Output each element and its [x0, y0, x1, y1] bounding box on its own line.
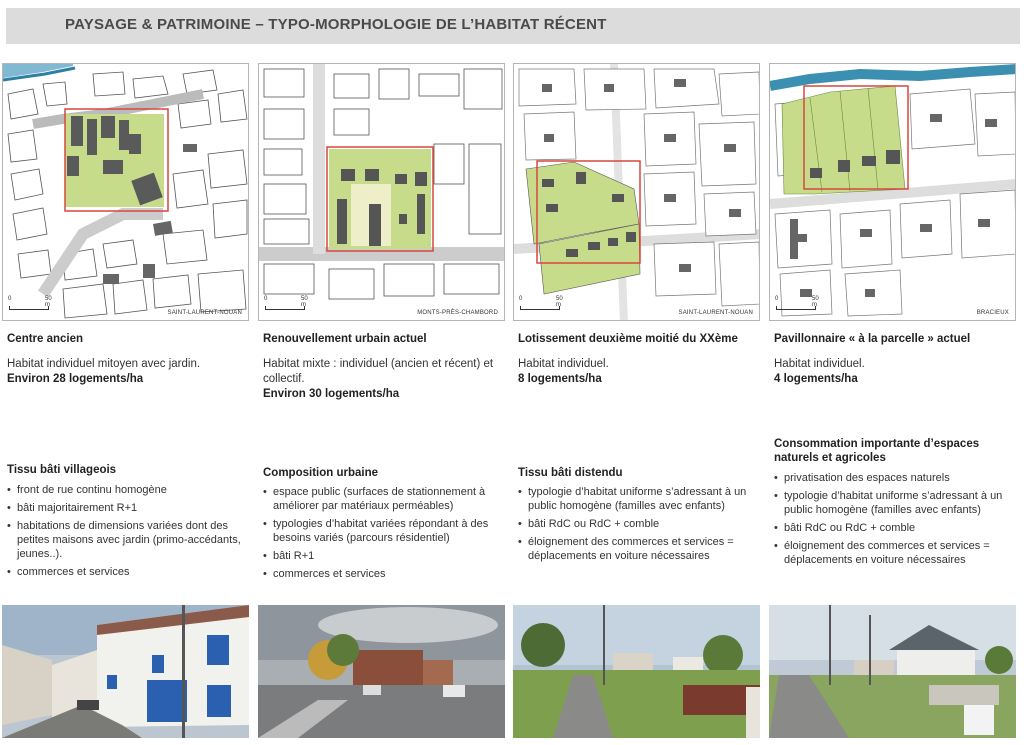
scale-end-label: 50 m	[301, 296, 308, 308]
column-description	[518, 357, 760, 387]
column-description	[774, 357, 1016, 387]
map-place-label: BRACIEUX	[976, 310, 1009, 316]
street-photo	[258, 605, 505, 738]
street-photo	[2, 605, 249, 738]
density-text: Environ 28 logements/ha	[7, 373, 144, 385]
bullet-list	[7, 483, 249, 583]
list-item: • bâti RdC ou RdC + comble	[774, 521, 1016, 535]
description-text: Habitat individuel mitoyen avec jardin.	[7, 358, 201, 370]
column-description	[263, 357, 505, 402]
list-item: • privatisation des espaces naturels	[774, 471, 1016, 485]
column-centre-ancien	[2, 0, 249, 745]
section-title: Tissu bâti villageois	[7, 464, 117, 476]
column-description	[7, 357, 249, 387]
density-text: Environ 30 logements/ha	[263, 388, 400, 400]
map-drawing	[259, 64, 505, 321]
list-item: • bâti majoritairement R+1	[7, 501, 249, 515]
list-item: • front de rue continu homogène	[7, 483, 249, 497]
map-lotissement	[513, 63, 760, 321]
list-item: • commerces et services	[263, 567, 505, 581]
scale-end-label: 50 m	[556, 296, 563, 308]
list-item: • éloignement des commerces et services = déplacements en voiture nécessaires	[518, 535, 760, 563]
description-text: Habitat individuel.	[518, 358, 609, 370]
bullet-list	[518, 485, 760, 567]
density-text: 4 logements/ha	[774, 373, 858, 385]
density-text: 8 logements/ha	[518, 373, 602, 385]
list-item: • typologie d’habitat uniforme s’adressant à un public homogène (familles avec enfants)	[518, 485, 760, 513]
description-text: Habitat mixte : individuel (ancien et récent) et collectif.	[263, 358, 494, 385]
column-title: Pavillonnaire « à la parcelle » actuel	[774, 333, 971, 345]
map-place-label: MONTS-PRÈS-CHAMBORD	[417, 310, 498, 316]
list-item: • typologie d’habitat uniforme s’adressant à un public homogène (familles avec enfants)	[774, 489, 1016, 517]
map-place-label: SAINT-LAURENT-NOUAN	[678, 310, 753, 316]
list-item: • espace public (surfaces de stationnement à améliorer par matériaux perméables)	[263, 485, 505, 513]
column-title: Renouvellement urbain actuel	[263, 333, 427, 345]
column-pavillonnaire	[769, 0, 1016, 745]
map-scale	[520, 298, 566, 314]
list-item: • typologies d’habitat variées répondant à des besoins variés (parcours résidentiel)	[263, 517, 505, 545]
list-item: • bâti R+1	[263, 549, 505, 563]
description-text: Habitat individuel.	[774, 358, 865, 370]
list-item: • éloignement des commerces et services = déplacements en voiture nécessaires	[774, 539, 1016, 567]
column-lotissement	[513, 0, 760, 745]
column-title: Centre ancien	[7, 333, 84, 345]
map-scale	[265, 298, 311, 314]
street-photo	[513, 605, 760, 738]
map-place-label: SAINT-LAURENT-NOUAN	[167, 310, 242, 316]
section-title: Tissu bâti distendu	[518, 467, 623, 479]
scale-start-label: 0	[519, 296, 523, 302]
scale-end-label: 50 m	[812, 296, 819, 308]
map-drawing	[3, 64, 249, 321]
scale-end-label: 50 m	[45, 296, 52, 308]
section-title: Consommation importante d’espaces naturels et agricoles	[774, 438, 980, 464]
map-drawing	[770, 64, 1016, 321]
map-centre-ancien	[2, 63, 249, 321]
section-title: Composition urbaine	[263, 467, 378, 479]
column-title: Lotissement deuxième moitié du XXème	[518, 333, 738, 345]
list-item: • habitations de dimensions variées dont des petites maisons avec jardin (primo-accédants, jeunes..).	[7, 519, 249, 561]
bullet-list	[774, 471, 1016, 571]
bullet-list	[263, 485, 505, 585]
list-item: • commerces et services	[7, 565, 249, 579]
map-scale	[776, 298, 822, 314]
map-scale	[9, 298, 55, 314]
scale-start-label: 0	[775, 296, 779, 302]
page-title: PAYSAGE & PATRIMOINE – TYPO-MORPHOLOGIE DE L’HABITAT RÉCENT	[65, 16, 607, 33]
column-renouvellement-urbain	[258, 0, 505, 745]
street-photo	[769, 605, 1016, 738]
scale-start-label: 0	[264, 296, 268, 302]
scale-start-label: 0	[8, 296, 12, 302]
map-renouvellement-urbain	[258, 63, 505, 321]
list-item: • bâti RdC ou RdC + comble	[518, 517, 760, 531]
map-pavillonnaire	[769, 63, 1016, 321]
map-drawing	[514, 64, 760, 321]
